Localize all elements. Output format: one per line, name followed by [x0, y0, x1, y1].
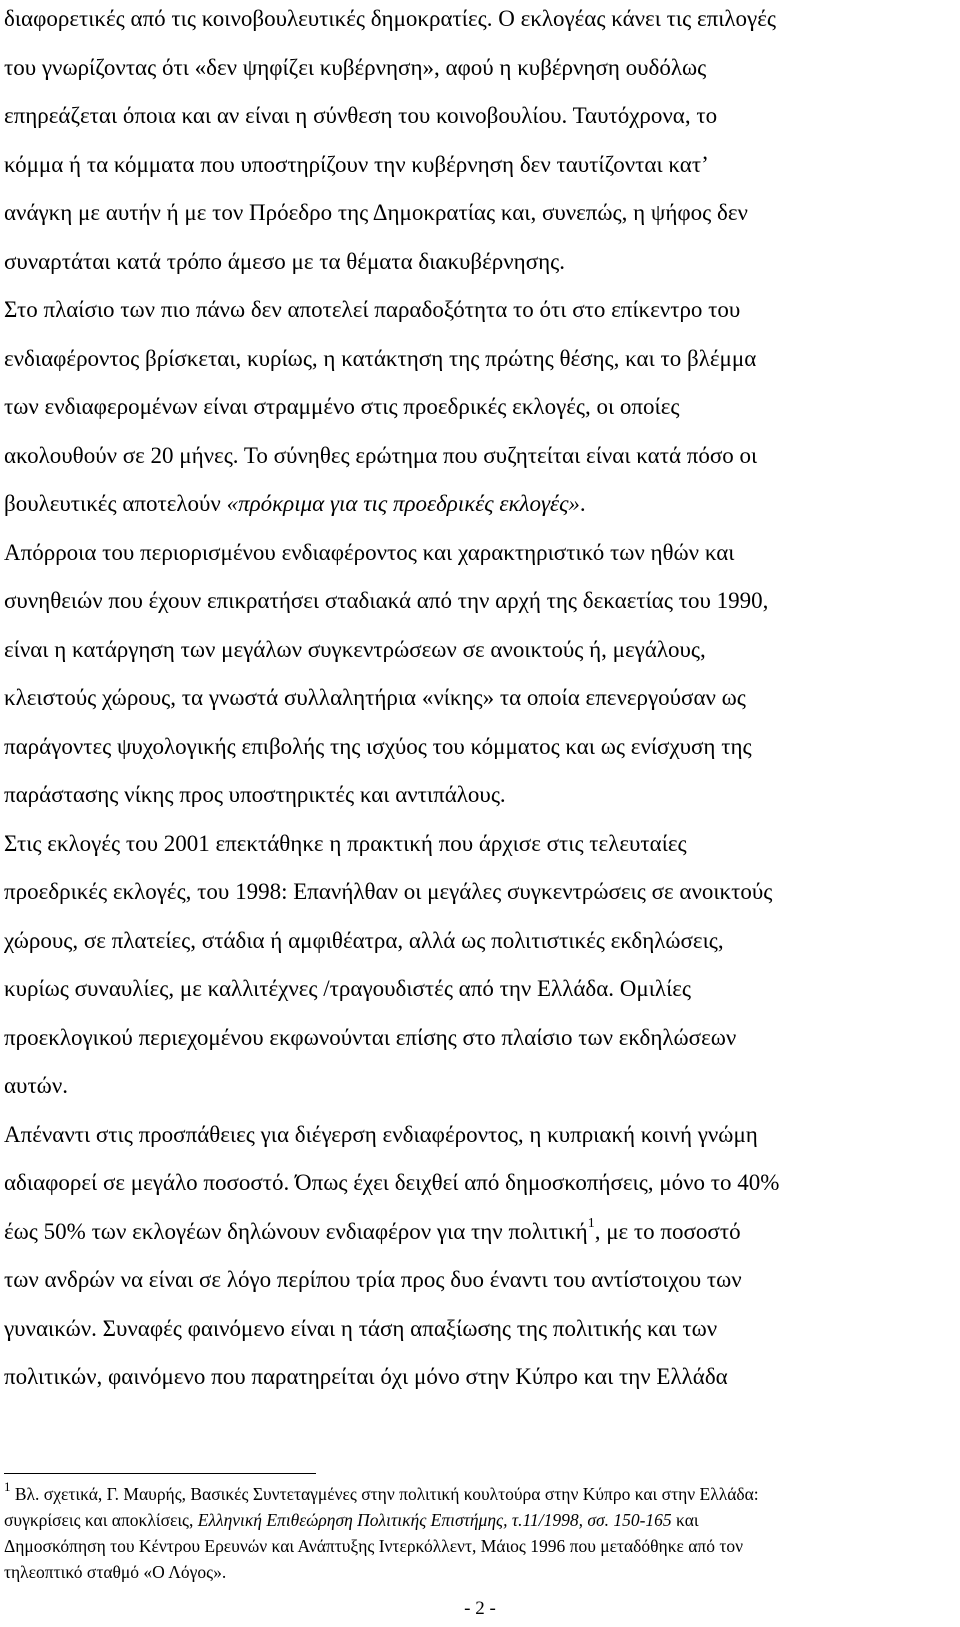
text-line: παράστασης νίκης προς υποστηρικτές και αντιπάλους.	[4, 782, 506, 807]
text-line	[4, 1208, 954, 1257]
footnote-line: τηλεοπτικό σταθμό «Ο Λόγος».	[4, 1562, 227, 1582]
footnote-marker: 1	[4, 1479, 11, 1494]
text-line: συνηθειών που έχουν επικρατήσει σταδιακά από την αρχή της δεκαετίας του 1990,	[4, 588, 769, 613]
footnote-separator	[4, 1473, 316, 1474]
text-line: κόμμα ή τα κόμματα που υποστηρίζουν την κυβέρνηση δεν ταυτίζονται κατ’	[4, 151, 709, 177]
text-line: κλειστούς χώρους, τα γνωστά συλλαλητήρια «νίκης» τα οποία επενεργούσαν ως	[4, 685, 746, 710]
text-line: παράγοντες ψυχολογικής επιβολής της ισχύος του κόμματος και ως ενίσχυση της	[4, 733, 752, 759]
page-number: - 2 -	[464, 1598, 496, 1619]
text-line: προεδρικές εκλογές, του 1998: Επανήλθαν οι μεγάλες συγκεντρώσεις σε ανοικτούς	[4, 879, 773, 904]
text-line: αδιαφορεί σε μεγάλο ποσοστό. Όπως έχει δειχθεί από δημοσκοπήσεις, μόνο το 40%	[4, 1170, 780, 1195]
text-line: κυρίως συναυλίες, με καλλιτέχνες /τραγουδιστές από την Ελλάδα. Ομιλίες	[4, 976, 692, 1001]
text-line: είναι η κατάργηση των μεγάλων συγκεντρώσεων σε ανοικτούς ή, μεγάλους,	[4, 636, 706, 662]
text-line: Στο πλαίσιο των πιο πάνω δεν αποτελεί παραδοξότητα το ότι στο επίκεντρο του	[4, 297, 741, 322]
text-line: Απέναντι στις προσπάθειες για διέγερση ενδιαφέροντος, η κυπριακή κοινή γνώμη	[4, 1121, 758, 1147]
text-line: ενδιαφέροντος βρίσκεται, κυρίως, η κατάκτηση της πρώτης θέσης, και το βλέμμα	[4, 345, 757, 371]
text-segment: Βλ. σχετικά, Γ. Μαυρής, Βασικές Συντεταγμένες στην πολιτική κουλτούρα στην Κύπρο και στην Ελλάδα:	[10, 1484, 759, 1504]
italic-quote: «πρόκριμα για τις προεδρικές εκλογές»	[226, 491, 580, 516]
text-line: συναρτάται κατά τρόπο άμεσο με τα θέματα διακυβέρνησης.	[4, 248, 565, 274]
text-segment: βουλευτικές αποτελούν	[4, 491, 227, 516]
text-segment: , με το ποσοστό	[594, 1218, 741, 1244]
footnote-line	[4, 1481, 954, 1507]
text-line: αυτών.	[4, 1073, 68, 1098]
footnote-line: Δημοσκόπηση του Κέντρου Ερευνών και Ανάπτυξης Ιντερκόλλεντ, Μάιος 1996 που μεταδόθηκε από τον	[4, 1536, 744, 1556]
text-segment: έως 50% των εκλογέων δηλώνουν ενδιαφέρον για την πολιτική	[4, 1218, 588, 1244]
footnote-line	[4, 1507, 954, 1533]
text-line: ανάγκη με αυτήν ή με τον Πρόεδρο της Δημοκρατίας και, συνεπώς, η ψήφος δεν	[4, 200, 748, 225]
text-line: Στις εκλογές του 2001 επεκτάθηκε η πρακτική που άρχισε στις τελευταίες	[4, 830, 687, 856]
text-line: των ενδιαφερομένων είναι στραμμένο στις προεδρικές εκλογές, οι οποίες	[4, 394, 680, 419]
footnote-reference: 1	[587, 1215, 595, 1231]
text-line: χώρους, σε πλατείες, στάδια ή αμφιθέατρα, αλλά ως πολιτιστικές εκδηλώσεις,	[4, 927, 724, 953]
text-line: διαφορετικές από τις κοινοβουλευτικές δημοκρατίες. Ο εκλογέας κάνει τις επιλογές	[4, 6, 776, 31]
text-line: του γνωρίζοντας ότι «δεν ψηφίζει κυβέρνηση», αφού η κυβέρνηση ουδόλως	[4, 54, 707, 80]
text-segment: και	[671, 1510, 699, 1530]
journal-title: Ελληνική Επιθεώρηση Πολιτικής Επιστήμης, τ.11/1998, σσ. 150-165	[197, 1510, 672, 1530]
body-text	[4, 0, 954, 1402]
text-line: Απόρροια του περιορισμένου ενδιαφέροντος και χαρακτηριστικό των ηθών και	[4, 539, 735, 565]
text-line	[4, 480, 954, 529]
text-line: επηρεάζεται όποια και αν είναι η σύνθεση του κοινοβουλίου. Ταυτόχρονα, το	[4, 103, 718, 128]
text-line: γυναικών. Συναφές φαινόμενο είναι η τάση απαξίωσης της πολιτικής και των	[4, 1315, 718, 1341]
footnote	[4, 1481, 954, 1585]
text-segment: .	[579, 491, 586, 516]
text-line: πολιτικών, φαινόμενο που παρατηρείται όχι μόνο στην Κύπρο και την Ελλάδα	[4, 1364, 728, 1389]
text-line: προεκλογικού περιεχομένου εκφωνούνται επίσης στο πλαίσιο των εκδηλώσεων	[4, 1024, 737, 1050]
text-segment: συγκρίσεις και αποκλίσεις,	[4, 1510, 198, 1530]
text-line: ακολουθούν σε 20 μήνες. Το σύνηθες ερώτημα που συζητείται είναι κατά πόσο οι	[4, 442, 758, 468]
text-line: των ανδρών να είναι σε λόγο περίπου τρία προς δυο έναντι του αντίστοιχου των	[4, 1267, 742, 1292]
